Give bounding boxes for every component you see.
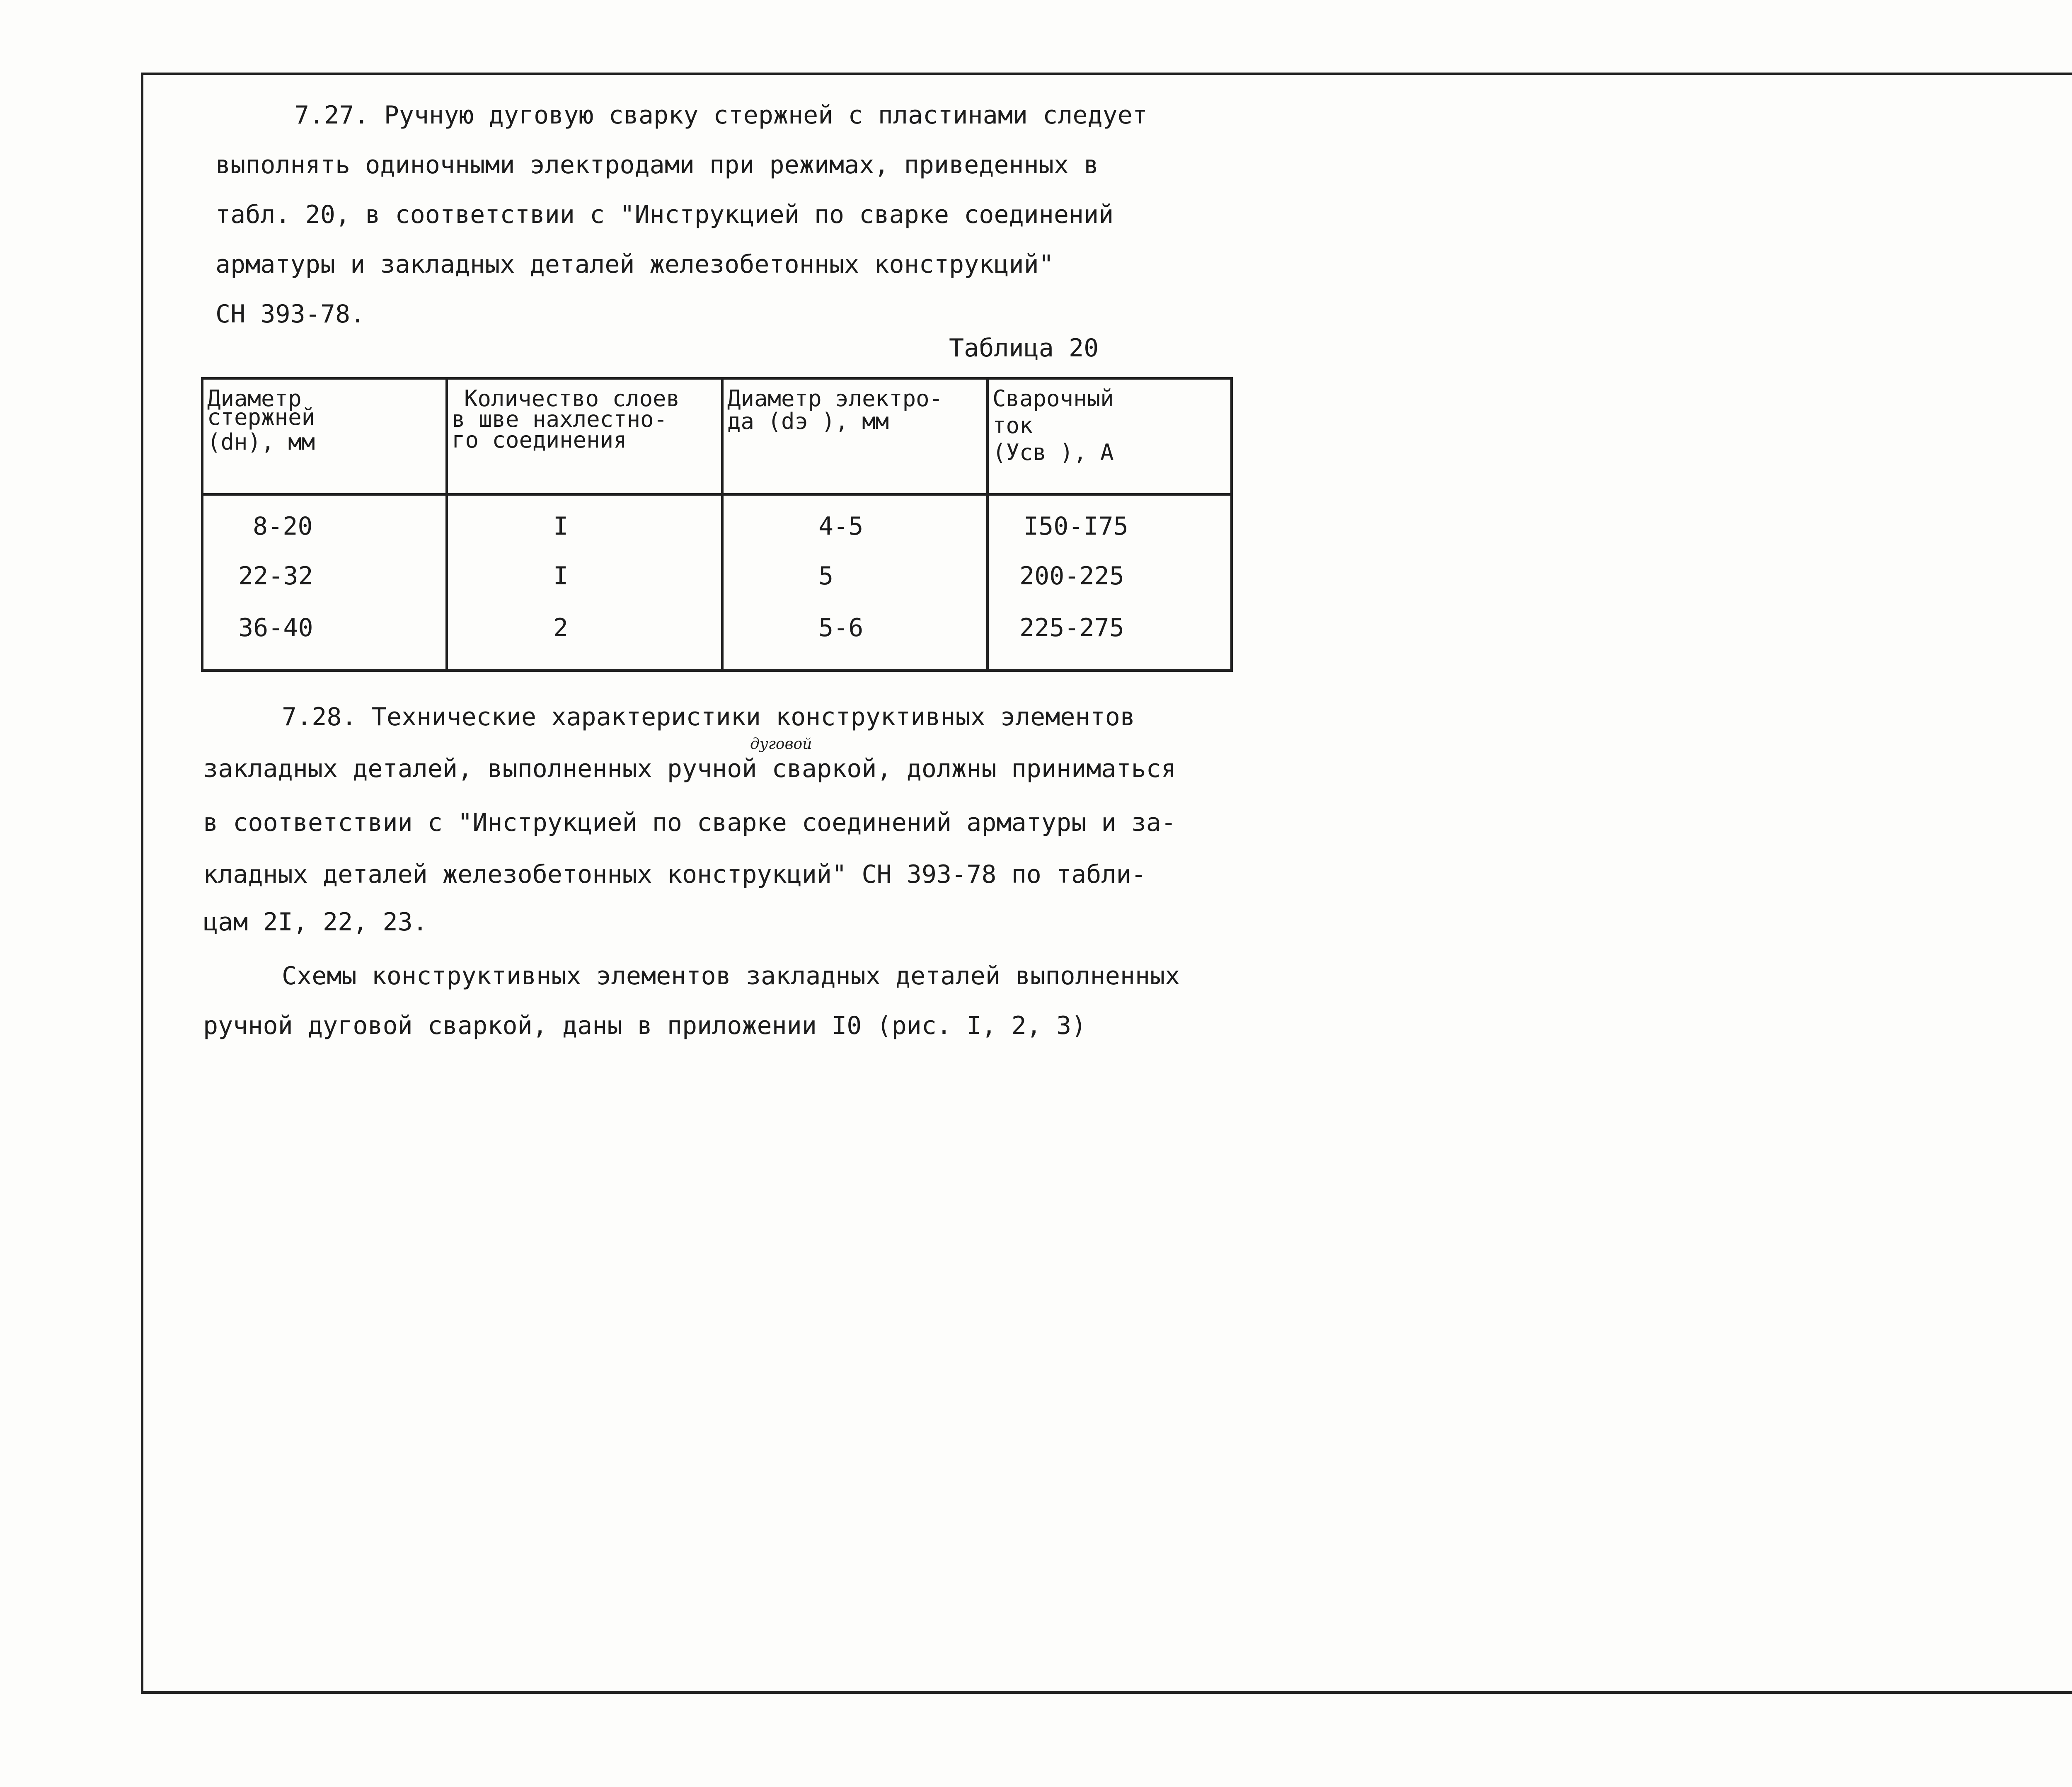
t20-h4-line-2: ток xyxy=(992,412,1033,438)
p727-line-3: табл. 20, в соответствии с "Инструкцией по сварке соединений xyxy=(215,200,1114,229)
p728-line-5: цам 2I, 22, 23. xyxy=(203,908,428,937)
p728-insertion: дуговой xyxy=(750,736,812,753)
t20-cell: 36-40 xyxy=(238,613,313,642)
t20-h2-line-2: в шве нахлестно- xyxy=(452,406,668,432)
p727-line-1: 7.27. Ручную дуговую сварку стержней с пластинами следует xyxy=(294,101,1148,130)
p727-line-4: арматуры и закладных деталей железобетонных конструкций" xyxy=(215,250,1054,279)
p727-line-2: выполнять одиночными электродами при режимах, приведенных в xyxy=(215,150,1099,179)
t20-h1-line-2: стержней xyxy=(207,404,315,430)
t20-cell: 5-6 xyxy=(818,613,864,642)
t20-cell: 200-225 xyxy=(1019,562,1124,591)
t20-h1-line-1: Диаметр xyxy=(207,385,302,412)
t20-cell: 8-20 xyxy=(253,512,313,541)
t20-h4-line-1: Сварочный xyxy=(992,385,1114,412)
t20-h1-line-3: (dн), мм xyxy=(207,429,315,455)
t20-cell: I xyxy=(553,562,569,591)
p728-line-2: закладных деталей, выполненных ручной сваркой, должны приниматься xyxy=(203,754,1176,783)
p728-line-6: Схемы конструктивных элементов закладных деталей выполненных xyxy=(282,961,1180,990)
p728-line-3: в соответствии с "Инструкцией по сварке соединений арматуры и за- xyxy=(203,808,1176,837)
t20-cell: 225-275 xyxy=(1019,613,1124,642)
t20-cell: 5 xyxy=(818,562,834,591)
t20-h2-line-3: го соединения xyxy=(452,427,627,453)
p727-line-5: СН 393-78. xyxy=(215,300,366,329)
t20-cell: 2 xyxy=(553,613,569,642)
t20-h3-line-1: Диаметр электро- xyxy=(727,385,943,412)
p728-line-4: кладных деталей железобетонных конструкций" СН 393-78 по табли- xyxy=(203,860,1146,889)
t20-cell: 4-5 xyxy=(818,512,864,541)
t20-cell: 22-32 xyxy=(238,562,313,591)
t20-h4-line-3: (Усв ), А xyxy=(992,439,1114,465)
t20-h2-line-1: Количество слоев xyxy=(464,385,680,412)
table-20-caption: Таблица 20 xyxy=(949,334,1099,363)
t20-h3-line-2: да (dэ ), мм xyxy=(727,408,889,434)
p728-line-1: 7.28. Технические характеристики конструктивных элементов xyxy=(282,702,1135,731)
p728-line-7: ручной дуговой сваркой, даны в приложении I0 (рис. I, 2, 3) xyxy=(203,1011,1087,1040)
t20-cell: I50-I75 xyxy=(1024,512,1128,541)
t20-cell: I xyxy=(553,512,569,541)
